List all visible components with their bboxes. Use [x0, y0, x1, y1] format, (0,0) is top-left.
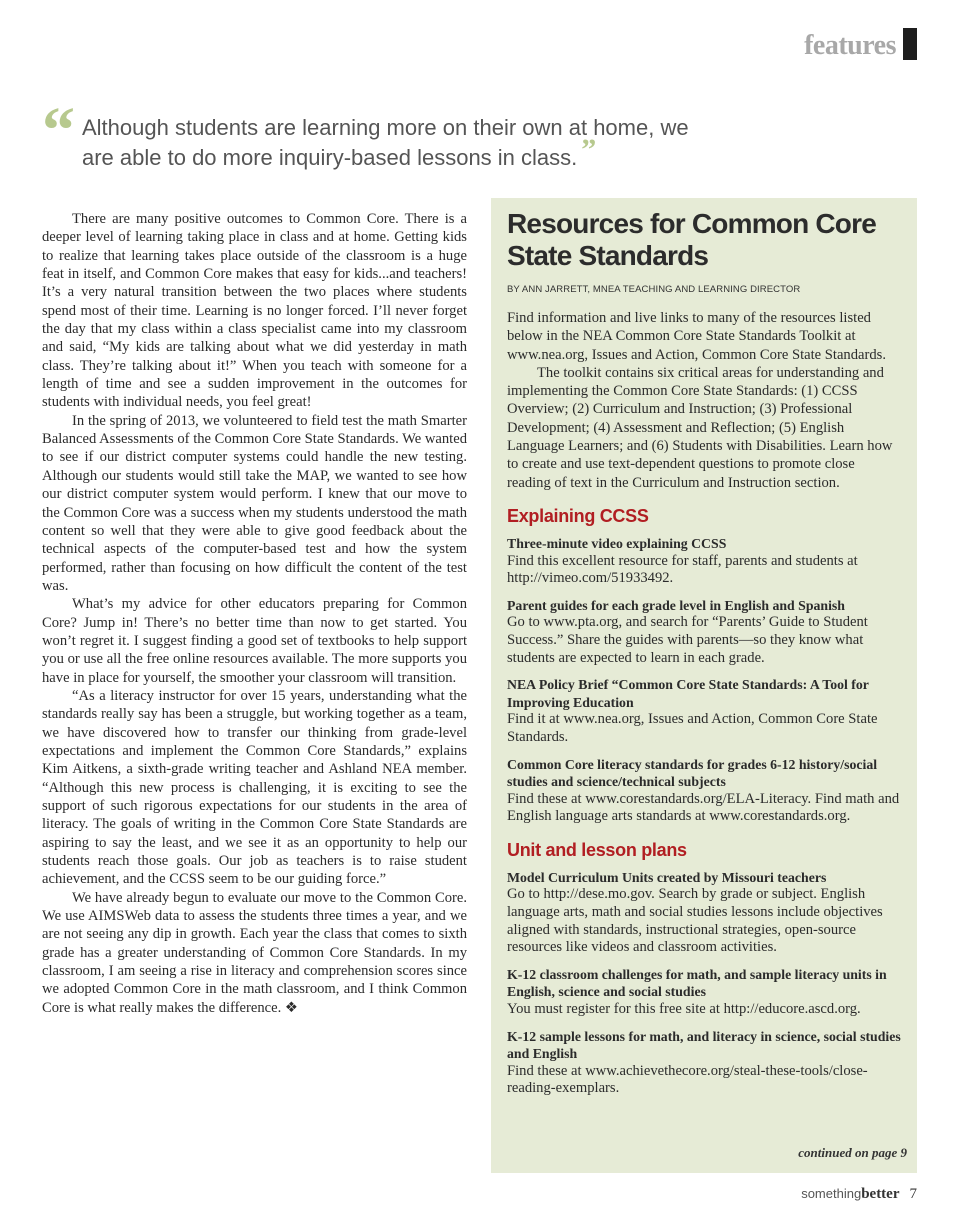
sidebar-intro: The toolkit contains six critical areas for understanding and implementing the Common Core State Standards: (1) CCSS Overview; (2) Curriculum and Instruction; (3) Professional Development; (4) Assessment and Reflection; (5) English Language Learners; and (6) Students with Disabilities. Learn how to create and use text-dependent questions to promote close reading of text in the Curriculum and Instruction section.: [507, 364, 893, 491]
sidebar-title: Resources for Common Core State Standards: [507, 208, 876, 271]
resource-item: [507, 1028, 901, 1098]
pull-quote-body: Although students are learning more on their own at home, we are able to do more inquiry-based lessons in class.: [82, 115, 689, 170]
resource-item: [507, 756, 901, 826]
resource-title: Three-minute video explaining CCSS: [507, 535, 727, 551]
resource-body: You must register for this free site at http://educore.ascd.org.: [507, 1001, 861, 1018]
resource-title: Parent guides for each grade level in English and Spanish: [507, 597, 845, 613]
section-heading-unit-lesson-plans: Unit and lesson plans: [507, 839, 687, 860]
pull-quote-text: [82, 114, 722, 172]
resource-item: [507, 676, 901, 746]
page-number: 7: [909, 1186, 917, 1202]
section-heading-explaining-ccss: Explaining CCSS: [507, 505, 649, 526]
resource-body: Find it at www.nea.org, Issues and Action, Common Core State Standards.: [507, 711, 878, 745]
resource-title: NEA Policy Brief “Common Core State Standards: A Tool for Improving Education: [507, 677, 869, 710]
resource-body: Find these at www.corestandards.org/ELA-Literacy. Find math and English language arts standards at www.corestandards.org.: [507, 790, 900, 825]
footer-brand-suffix: better: [861, 1186, 900, 1202]
resource-body: Find this excellent resource for staff, parents and students at http://vimeo.com/51933492.: [507, 552, 858, 587]
sidebar-intro: Find information and live links to many of the resources listed below in the NEA Common Core State Standards Toolkit at www.nea.org, Issues and Action, Common Core State Standards.: [507, 310, 886, 363]
close-quote-mark: ”: [581, 133, 597, 166]
footer-brand-prefix: something: [801, 1186, 862, 1201]
sidebar-byline: BY ANN JARRETT, MNEA TEACHING AND LEARNING DIRECTOR: [507, 284, 801, 295]
article-paragraph: In the spring of 2013, we volunteered to field test the math Smarter Balanced Assessments of the Common Core State Standards. We wanted to see if our district computer systems could handle the new testing. Although our students would still take the MAP, we wanted to see how our district computer system would perform. I knew that our move to the Common Core was a success when my students understood the math content so well that they were able to give good feedback about the technical aspects of the computer-based test and how the system performed, rather than focusing on how difficult the content of the test was.: [42, 412, 467, 594]
article-column: [42, 210, 467, 1017]
article-paragraph: “As a literacy instructor for over 15 years, understanding what the standards really say has been a struggle, but working together as a team, we have discovered how to transfer our thinking from grade-level expectations and implement the Common Core Standards,” explains Kim Aitkens, a sixth-grade writing teacher and Ashland NEA member. “Although this new process is challenging, it is exciting to see the support of such rigorous expectations for our students in the area of literacy. The goals of writing in the Common Core State Standards are aspiring to say the least, and we see it as an opportunity to help our students reach those goals. Our job as teachers is to raise student achievement, and the CCSS seem to be our guiding force.”: [42, 687, 467, 888]
section-bar: [903, 28, 917, 60]
continued-note: continued on page 9: [798, 1145, 907, 1160]
resource-item: [507, 535, 901, 588]
section-label: features: [804, 30, 896, 61]
resource-body: Go to http://dese.mo.gov. Search by grade or subject. English language arts, math and social studies lessons include objectives aligned with standards, instructional strategies, open-source resources like videos and classroom activities.: [507, 886, 883, 956]
footer: [801, 1186, 917, 1203]
resource-body: Go to www.pta.org, and search for “Parents’ Guide to Student Success.” Share the guides with parents—so they know what students are expected to learn in each grade.: [507, 614, 868, 666]
article-paragraph: What’s my advice for other educators preparing for Common Core? Jump in! There’s no better time than now to get started. You won’t regret it. I suggest finding a good set of textbooks to help support you or use all the free online resources available. The more supports you have in place for yourself, the smoother your classroom will transition.: [42, 596, 467, 686]
open-quote-mark: “: [42, 94, 75, 167]
resource-title: Model Curriculum Units created by Missouri teachers: [507, 869, 827, 885]
resource-title: Common Core literacy standards for grades 6-12 history/social studies and science/technical subjects: [507, 756, 878, 790]
article-paragraph: There are many positive outcomes to Common Core. There is a deeper level of learning taking place in class and at home. Getting kids to realize that learning takes place outside of the classroom is a huge feat in itself, and Common Core makes that easy for kids...and teachers! It’s a very natural transition between the two places where students spend most of their time. Learning is no longer forced. I’ll never forget the day that my class within a class specialist came into my classroom and said, “My kids are talking about what we did yesterday in math class. They’re talking about it!” When you teach with someone for a length of time and see a sudden improvement in the outcomes for students with individual needs, you feel great!: [42, 211, 467, 411]
resource-item: [507, 966, 901, 1019]
article-paragraph: We have already begun to evaluate our move to the Common Core. We use AIMSWeb data to assess the students three times a year, and we are not seeing any dip in growth. Each year the class that comes to sixth grade has a greater understanding of Common Core Standards. In my classroom, I am seeing a rise in literacy and comprehension scores since we adopted Common Core in the math classroom, and I think Common Core is what really makes the difference. ❖: [42, 889, 467, 1016]
resource-item: [507, 869, 901, 957]
resources-sidebar: [491, 198, 917, 1173]
resource-item: [507, 597, 901, 667]
resource-title: K-12 sample lessons for math, and literacy in science, social studies and English: [507, 1028, 901, 1062]
resource-body: Find these at www.achievethecore.org/steal-these-tools/close-reading-exemplars.: [507, 1062, 868, 1097]
resource-title: K-12 classroom challenges for math, and sample literacy units in English, science and social studies: [507, 966, 887, 1000]
